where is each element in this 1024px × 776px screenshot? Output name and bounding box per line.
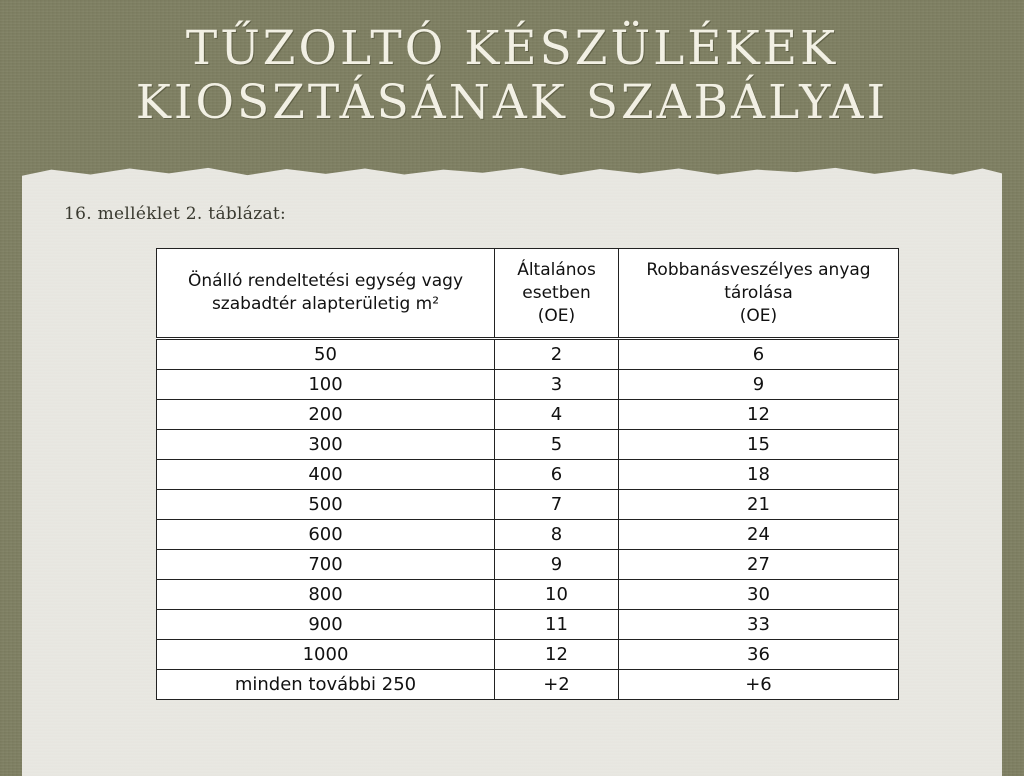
table-row [157, 339, 899, 370]
cell-general: 8 [495, 520, 619, 550]
cell-floor-area: 200 [157, 400, 495, 430]
cell-explosive: +6 [619, 670, 899, 700]
cell-general: 10 [495, 580, 619, 610]
cell-explosive: 12 [619, 400, 899, 430]
table-row [157, 490, 899, 520]
cell-floor-area: 300 [157, 430, 495, 460]
cell-floor-area: 600 [157, 520, 495, 550]
slide-title-line-2: KIOSZTÁSÁNAK SZABÁLYAI [135, 75, 889, 130]
header-explosive-storage [619, 249, 899, 339]
table-row [157, 430, 899, 460]
header-general-case [495, 249, 619, 339]
cell-floor-area: 1000 [157, 640, 495, 670]
table-row [157, 580, 899, 610]
table-row [157, 400, 899, 430]
header-general-case-line-3: (OE) [537, 305, 576, 326]
cell-floor-area: 900 [157, 610, 495, 640]
cell-explosive: 21 [619, 490, 899, 520]
extinguisher-allocation-table [156, 248, 899, 700]
slide-title-line-1: TŰZOLTÓ KÉSZÜLÉKEK [185, 21, 839, 76]
cell-floor-area: 400 [157, 460, 495, 490]
cell-explosive: 6 [619, 339, 899, 370]
table-row [157, 670, 899, 700]
cell-general: 4 [495, 400, 619, 430]
table-caption: 16. melléklet 2. táblázat: [64, 204, 287, 224]
table-row [157, 550, 899, 580]
header-floor-area-line-2: szabadtér alapterületig m² [211, 294, 440, 314]
cell-floor-area: minden további 250 [157, 670, 495, 700]
cell-general: 11 [495, 610, 619, 640]
header-explosive-storage-line-2: tárolása [724, 282, 793, 303]
cell-explosive: 18 [619, 460, 899, 490]
cell-floor-area: 100 [157, 370, 495, 400]
cell-general: 9 [495, 550, 619, 580]
table-row [157, 640, 899, 670]
cell-explosive: 30 [619, 580, 899, 610]
table-row [157, 460, 899, 490]
cell-general: 12 [495, 640, 619, 670]
cell-explosive: 15 [619, 430, 899, 460]
header-floor-area-line-1: Önálló rendeltetési egység vagy [187, 271, 464, 291]
cell-floor-area: 50 [157, 339, 495, 370]
cell-explosive: 9 [619, 370, 899, 400]
cell-general: 5 [495, 430, 619, 460]
cell-floor-area: 800 [157, 580, 495, 610]
header-floor-area [157, 249, 495, 339]
table-row [157, 370, 899, 400]
table-row [157, 520, 899, 550]
cell-explosive: 36 [619, 640, 899, 670]
cell-general: +2 [495, 670, 619, 700]
cell-general: 3 [495, 370, 619, 400]
cell-floor-area: 500 [157, 490, 495, 520]
cell-explosive: 33 [619, 610, 899, 640]
table-row [157, 610, 899, 640]
header-general-case-line-1: Általános [517, 259, 596, 280]
cell-floor-area: 700 [157, 550, 495, 580]
cell-explosive: 27 [619, 550, 899, 580]
header-explosive-storage-line-3: (OE) [739, 305, 778, 326]
slide-title [0, 22, 1024, 130]
header-general-case-line-2: esetben [522, 282, 591, 303]
cell-general: 6 [495, 460, 619, 490]
header-explosive-storage-line-1: Robbanásveszélyes anyag [646, 259, 871, 280]
cell-general: 2 [495, 339, 619, 370]
table-header-row [157, 249, 899, 339]
cell-general: 7 [495, 490, 619, 520]
cell-explosive: 24 [619, 520, 899, 550]
